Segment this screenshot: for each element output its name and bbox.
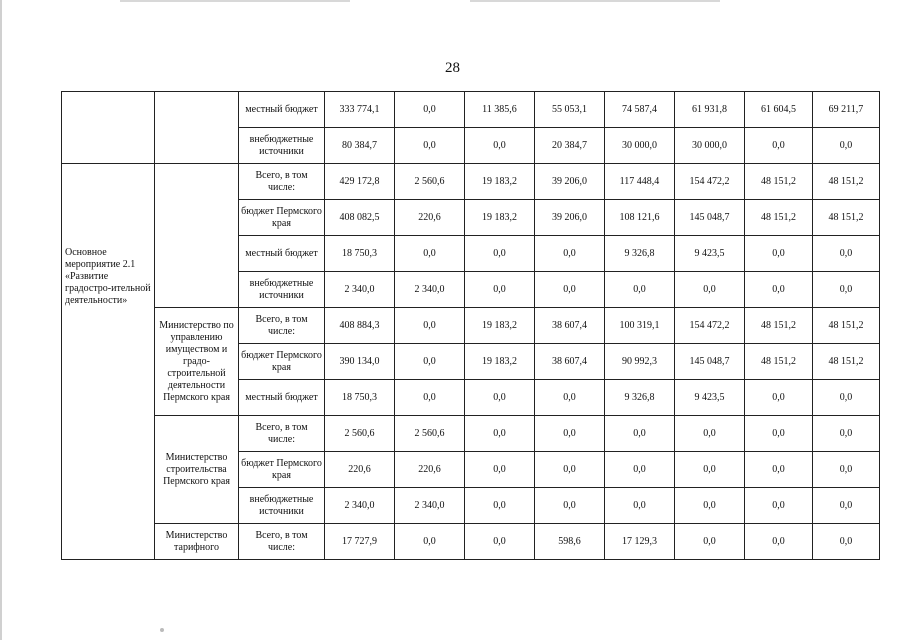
- value-cell: 0,0: [605, 272, 675, 308]
- value-cell: 69 211,7: [813, 92, 880, 128]
- value-cell: 154 472,2: [675, 164, 745, 200]
- value-cell: 80 384,7: [325, 128, 395, 164]
- executor-name: Министерство тарифного: [155, 524, 239, 560]
- source-cell: бюджет Пермского края: [239, 200, 325, 236]
- value-cell: 19 183,2: [465, 344, 535, 380]
- value-cell: 0,0: [535, 272, 605, 308]
- value-cell: 61 931,8: [675, 92, 745, 128]
- value-cell: 90 992,3: [605, 344, 675, 380]
- value-cell: 17 129,3: [605, 524, 675, 560]
- activity-cell-empty: [62, 92, 155, 164]
- value-cell: 0,0: [465, 452, 535, 488]
- value-cell: 19 183,2: [465, 308, 535, 344]
- top-edge-mark: [470, 0, 720, 2]
- value-cell: 0,0: [813, 524, 880, 560]
- value-cell: 220,6: [325, 452, 395, 488]
- value-cell: 48 151,2: [745, 200, 813, 236]
- table-row: [62, 524, 880, 560]
- value-cell: 0,0: [395, 308, 465, 344]
- value-cell: 0,0: [813, 236, 880, 272]
- value-cell: 39 206,0: [535, 164, 605, 200]
- value-cell: 0,0: [675, 488, 745, 524]
- value-cell: 0,0: [745, 128, 813, 164]
- value-cell: 0,0: [813, 272, 880, 308]
- value-cell: 0,0: [675, 416, 745, 452]
- value-cell: 74 587,4: [605, 92, 675, 128]
- value-cell: 0,0: [395, 128, 465, 164]
- value-cell: 117 448,4: [605, 164, 675, 200]
- value-cell: 39 206,0: [535, 200, 605, 236]
- value-cell: 0,0: [465, 488, 535, 524]
- value-cell: 0,0: [395, 344, 465, 380]
- value-cell: 220,6: [395, 452, 465, 488]
- table-row: [62, 416, 880, 452]
- value-cell: 61 604,5: [745, 92, 813, 128]
- value-cell: 100 319,1: [605, 308, 675, 344]
- value-cell: 429 172,8: [325, 164, 395, 200]
- value-cell: 0,0: [745, 380, 813, 416]
- value-cell: 0,0: [745, 488, 813, 524]
- executor-name: Министерство по управлению имуществом и градо-строительной деятельности Пермского края: [155, 308, 239, 416]
- value-cell: 48 151,2: [745, 344, 813, 380]
- value-cell: 38 607,4: [535, 308, 605, 344]
- value-cell: 11 385,6: [465, 92, 535, 128]
- source-cell: местный бюджет: [239, 236, 325, 272]
- table-row: [62, 308, 880, 344]
- value-cell: 20 384,7: [535, 128, 605, 164]
- value-cell: 408 082,5: [325, 200, 395, 236]
- budget-table: [61, 91, 880, 560]
- value-cell: 19 183,2: [465, 200, 535, 236]
- value-cell: 48 151,2: [813, 164, 880, 200]
- value-cell: 0,0: [675, 272, 745, 308]
- value-cell: 154 472,2: [675, 308, 745, 344]
- value-cell: 0,0: [675, 452, 745, 488]
- value-cell: 0,0: [675, 524, 745, 560]
- value-cell: 9 326,8: [605, 380, 675, 416]
- source-cell: внебюджетные источники: [239, 128, 325, 164]
- scan-speck: [160, 628, 164, 632]
- executor-name: Министерство строительства Пермского края: [155, 416, 239, 524]
- value-cell: 38 607,4: [535, 344, 605, 380]
- value-cell: 0,0: [535, 488, 605, 524]
- value-cell: 408 884,3: [325, 308, 395, 344]
- executor-cell-empty: [155, 92, 239, 164]
- value-cell: 2 340,0: [395, 272, 465, 308]
- source-cell: местный бюджет: [239, 380, 325, 416]
- value-cell: 9 423,5: [675, 380, 745, 416]
- value-cell: 2 340,0: [395, 488, 465, 524]
- value-cell: 2 340,0: [325, 272, 395, 308]
- value-cell: 48 151,2: [813, 200, 880, 236]
- value-cell: 0,0: [745, 236, 813, 272]
- value-cell: 30 000,0: [605, 128, 675, 164]
- value-cell: 18 750,3: [325, 236, 395, 272]
- value-cell: 48 151,2: [745, 308, 813, 344]
- value-cell: 48 151,2: [813, 344, 880, 380]
- value-cell: 0,0: [465, 236, 535, 272]
- value-cell: 0,0: [813, 128, 880, 164]
- value-cell: 2 340,0: [325, 488, 395, 524]
- value-cell: 17 727,9: [325, 524, 395, 560]
- value-cell: 2 560,6: [395, 164, 465, 200]
- value-cell: 333 774,1: [325, 92, 395, 128]
- value-cell: 48 151,2: [745, 164, 813, 200]
- value-cell: 0,0: [395, 380, 465, 416]
- value-cell: 108 121,6: [605, 200, 675, 236]
- source-cell: бюджет Пермского края: [239, 344, 325, 380]
- value-cell: 0,0: [605, 416, 675, 452]
- source-cell: Всего, в том числе:: [239, 308, 325, 344]
- source-cell: Всего, в том числе:: [239, 524, 325, 560]
- value-cell: 0,0: [535, 380, 605, 416]
- left-edge-mark: [0, 0, 2, 640]
- value-cell: 0,0: [813, 488, 880, 524]
- value-cell: 0,0: [535, 452, 605, 488]
- value-cell: 0,0: [465, 272, 535, 308]
- value-cell: 0,0: [605, 488, 675, 524]
- value-cell: 0,0: [535, 416, 605, 452]
- page-number: 28: [445, 60, 460, 76]
- value-cell: 0,0: [813, 416, 880, 452]
- value-cell: 0,0: [745, 524, 813, 560]
- value-cell: 145 048,7: [675, 344, 745, 380]
- value-cell: 48 151,2: [813, 308, 880, 344]
- source-cell: внебюджетные источники: [239, 488, 325, 524]
- executor-cell-empty: [155, 164, 239, 308]
- value-cell: 2 560,6: [395, 416, 465, 452]
- value-cell: 0,0: [395, 524, 465, 560]
- value-cell: 9 423,5: [675, 236, 745, 272]
- value-cell: 0,0: [465, 416, 535, 452]
- value-cell: 0,0: [813, 380, 880, 416]
- value-cell: 145 048,7: [675, 200, 745, 236]
- value-cell: 0,0: [395, 236, 465, 272]
- source-cell: бюджет Пермского края: [239, 452, 325, 488]
- source-cell: Всего, в том числе:: [239, 164, 325, 200]
- table-row: [62, 92, 880, 128]
- value-cell: 9 326,8: [605, 236, 675, 272]
- value-cell: 220,6: [395, 200, 465, 236]
- source-cell: местный бюджет: [239, 92, 325, 128]
- activity-name: Основное мероприятие 2.1 «Развитие градостро-ительной деятельности»: [62, 164, 155, 560]
- value-cell: 0,0: [395, 92, 465, 128]
- value-cell: 0,0: [465, 128, 535, 164]
- value-cell: 19 183,2: [465, 164, 535, 200]
- value-cell: 0,0: [535, 236, 605, 272]
- value-cell: 0,0: [745, 452, 813, 488]
- value-cell: 55 053,1: [535, 92, 605, 128]
- value-cell: 0,0: [465, 524, 535, 560]
- value-cell: 0,0: [745, 272, 813, 308]
- source-cell: Всего, в том числе:: [239, 416, 325, 452]
- top-edge-mark: [120, 0, 350, 2]
- value-cell: 2 560,6: [325, 416, 395, 452]
- table-row: [62, 164, 880, 200]
- value-cell: 30 000,0: [675, 128, 745, 164]
- value-cell: 18 750,3: [325, 380, 395, 416]
- value-cell: 598,6: [535, 524, 605, 560]
- source-cell: внебюджетные источники: [239, 272, 325, 308]
- value-cell: 390 134,0: [325, 344, 395, 380]
- value-cell: 0,0: [465, 380, 535, 416]
- value-cell: 0,0: [605, 452, 675, 488]
- value-cell: 0,0: [745, 416, 813, 452]
- value-cell: 0,0: [813, 452, 880, 488]
